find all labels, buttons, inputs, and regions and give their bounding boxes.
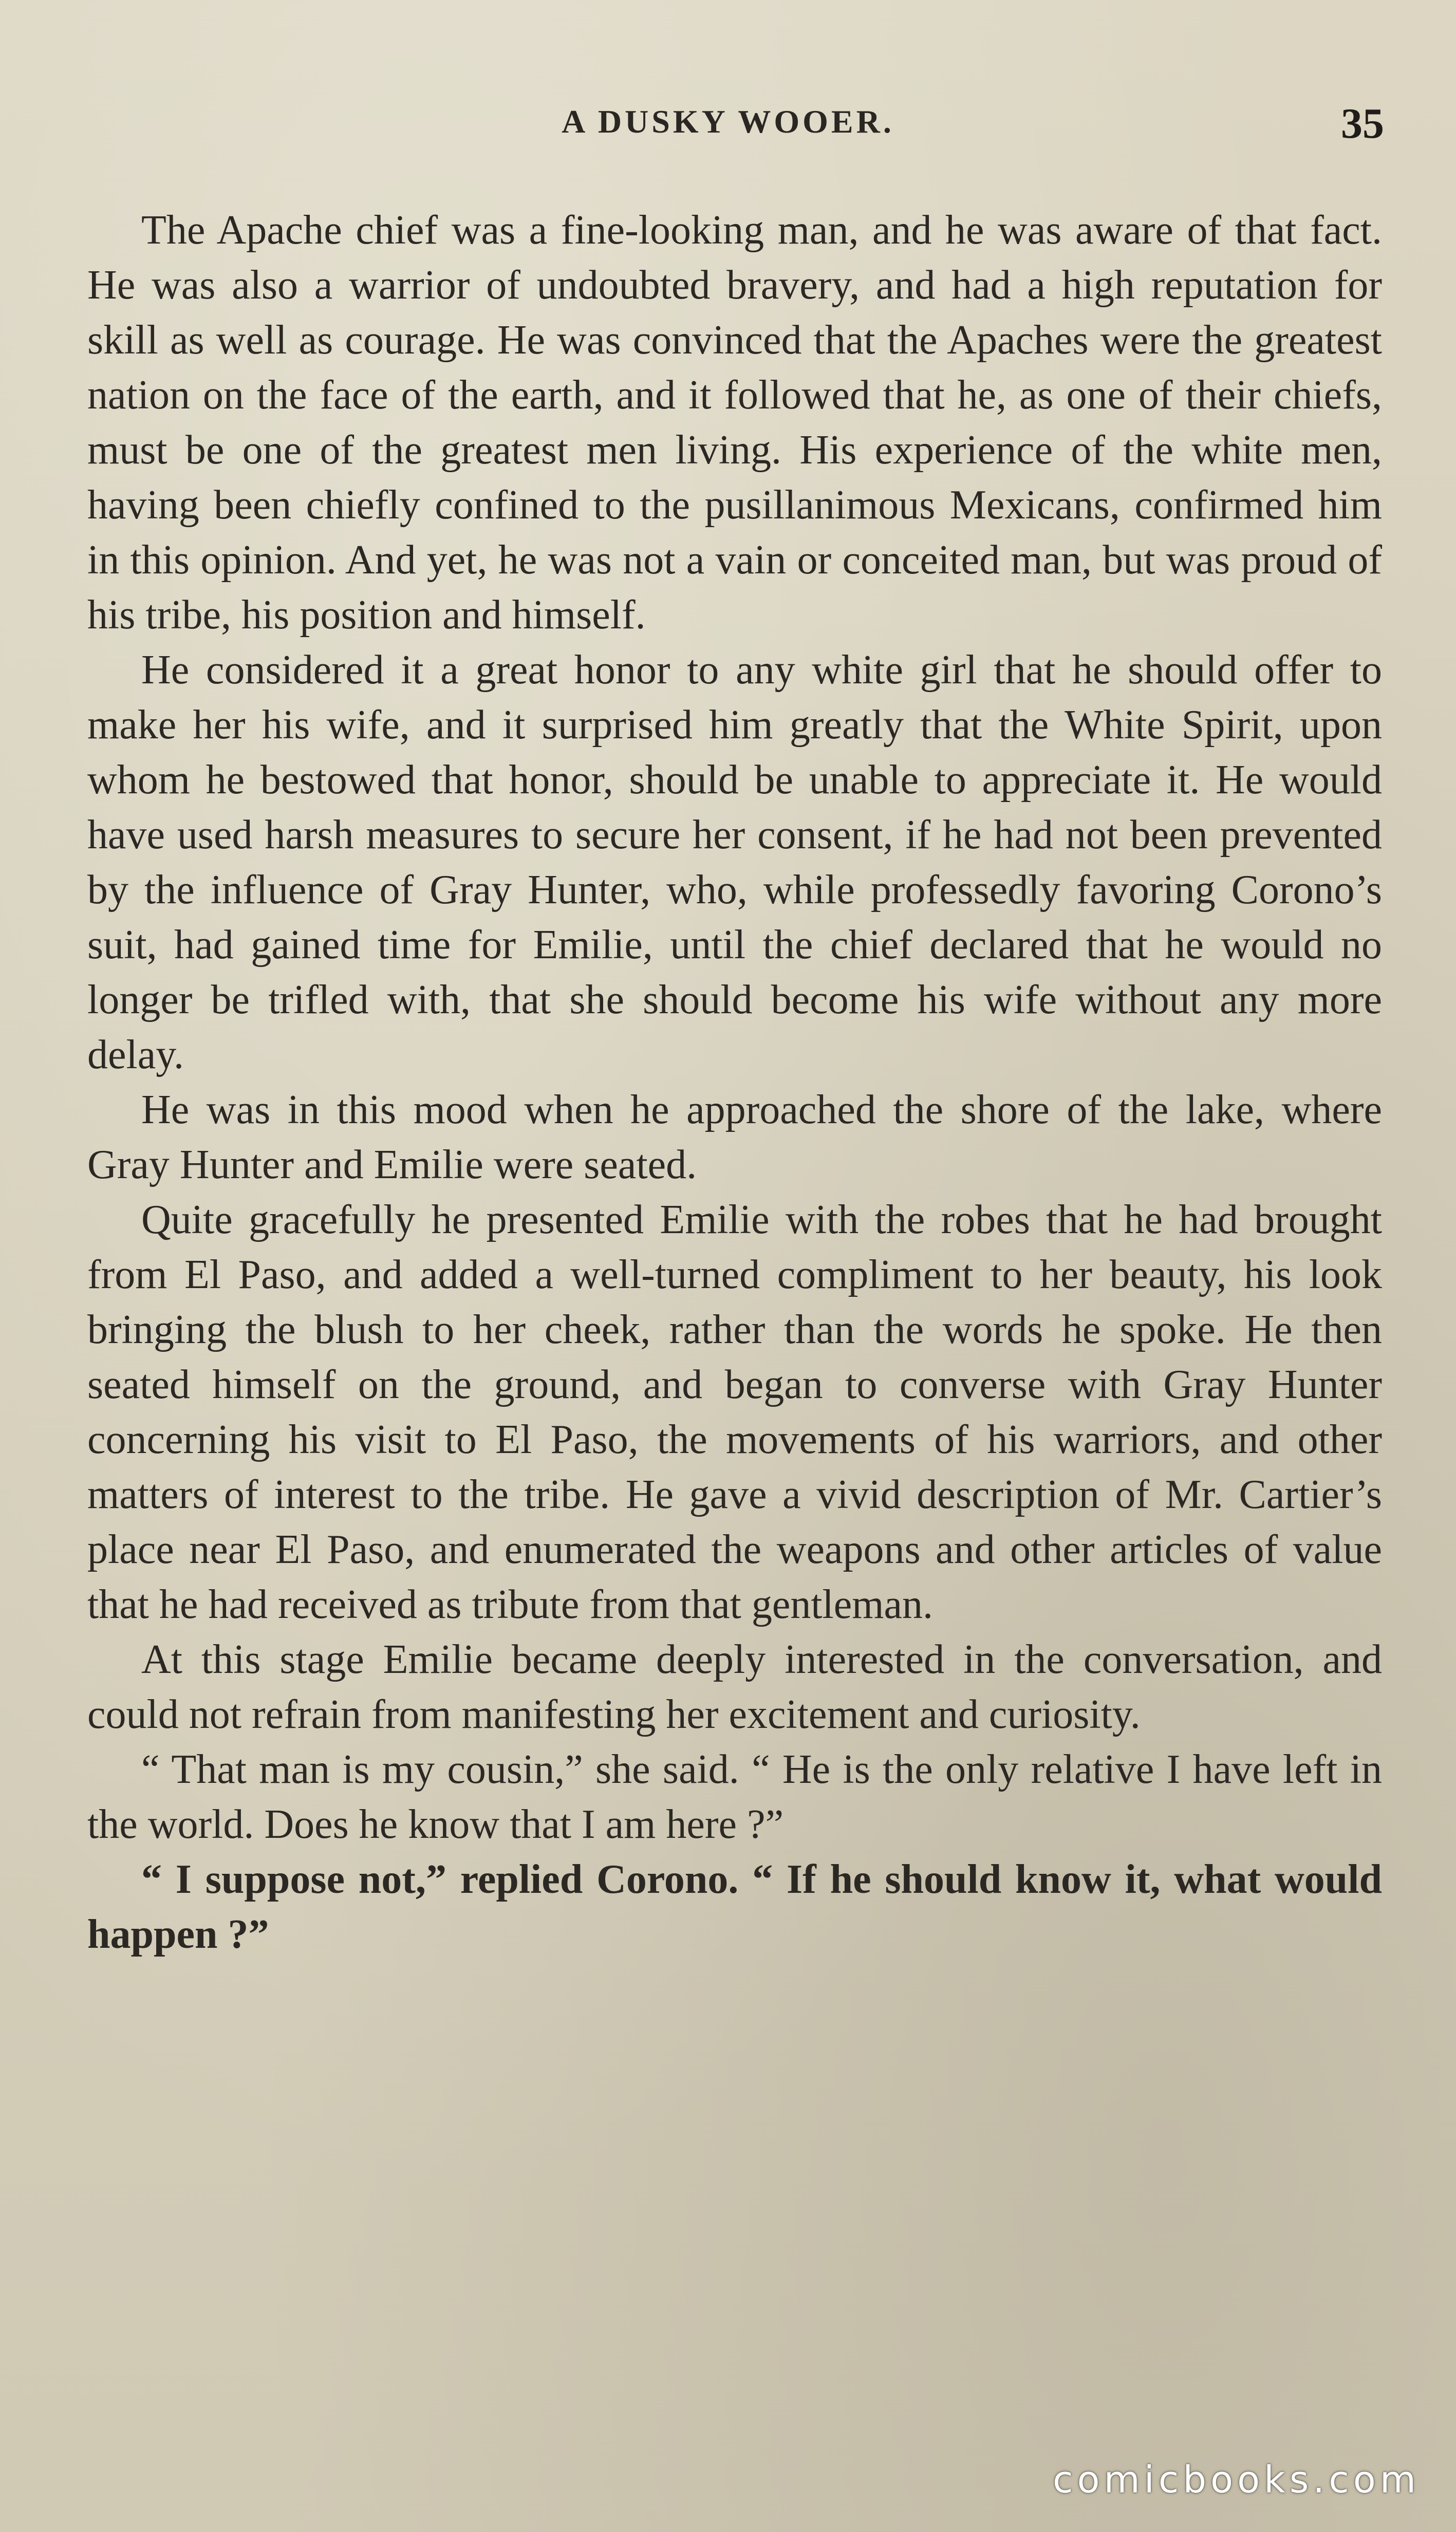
running-title: A DUSKY WOOER.: [562, 103, 894, 140]
paragraph: The Apache chief was a fine-looking man, and he was aware of that fact. He was also a warrior of undoubted bravery, and had a high reputation for skill as well as courage. He was convinced that the Apaches were the greatest nation on the face of the earth, and it followed that he, as one of their chiefs, must be one of the greatest men living. His experience of the white men, having been chiefly confined to the pusillanimous Mexicans, confirmed him in this opinion. And yet, he was not a vain or conceited man, but was proud of his tribe, his position and himself.: [87, 208, 1382, 638]
paragraph: “ I suppose not,” replied Corono. “ If he should know it, what would happen ?”: [87, 1857, 1382, 1957]
paragraph: Quite gracefully he presented Emilie with the robes that he had brought from El Paso, and added a well-turned compliment to her beauty, his look bringing the blush to her cheek, rather than the words he spoke. He then seated himself on the ground, and began to converse with Gray Hunter concerning his visit to El Paso, the movements of his warriors, and other matters of interest to the tribe. He gave a vivid description of Mr. Cartier’s place near El Paso, and enumerated the weapons and other articles of value that he had received as tribute from that gentleman.: [87, 1197, 1382, 1627]
paragraph: “ That man is my cousin,” she said. “ He is the only relative I have left in the world. Does he know that I am here ?”: [87, 1747, 1382, 1847]
page-number: 35: [1341, 100, 1384, 147]
paragraph: He was in this mood when he approached the shore of the lake, where Gray Hunter and Emilie were seated.: [87, 1087, 1382, 1187]
paragraph: At this stage Emilie became deeply interested in the conversation, and could not refrain from manifesting her excitement and curiosity.: [87, 1637, 1382, 1737]
watermark: comicbooks.com: [1052, 2458, 1420, 2501]
page-body: [87, 203, 1382, 1962]
paragraph: He considered it a great honor to any white girl that he should offer to make her his wife, and it surprised him greatly that the White Spirit, upon whom he bestowed that honor, should be unable to appreciate it. He would have used harsh measures to secure her consent, if he had not been prevented by the influence of Gray Hunter, who, while professedly favoring Corono’s suit, had gained time for Emilie, until the chief declared that he would no longer be trifled with, that she should become his wife without any more delay.: [87, 647, 1382, 1077]
page-header: [0, 100, 1456, 154]
